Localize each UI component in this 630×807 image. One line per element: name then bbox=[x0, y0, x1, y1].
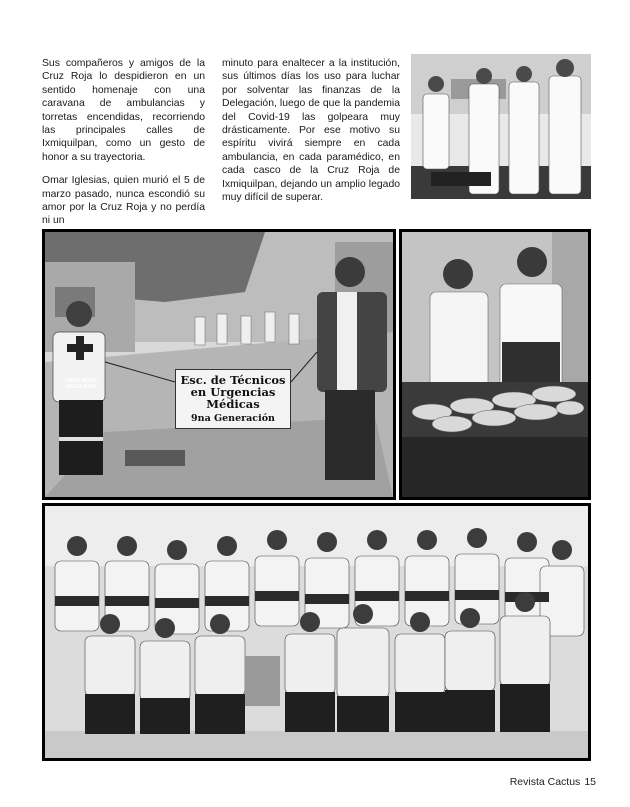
paragraph: Omar Iglesias, quien murió el 5 de marzo pasado, nunca escondió su amor por la Cruz Roja y no perdía ni un bbox=[42, 175, 205, 227]
article-column-1 bbox=[42, 57, 205, 238]
banner-line: 9na Generación bbox=[191, 413, 275, 424]
photo-officials bbox=[411, 54, 591, 199]
banner-line: Médicas bbox=[206, 397, 260, 411]
magazine-name: Revista Cactus bbox=[509, 776, 581, 788]
photo-speech bbox=[399, 229, 591, 500]
page-footer bbox=[510, 776, 596, 788]
article-column-2 bbox=[222, 57, 400, 214]
vest-label: CRUZ ROJA MEXICANA bbox=[64, 378, 98, 390]
page-number: 15 bbox=[584, 776, 596, 788]
paragraph: minuto para enaltecer a la institución, sus últimos días los uso para luchar por solventar las finanzas de la Delegación, luego de que la pandemia del Covid-19 las golpeara muy drásticamente. Por ese motivo su espíritu vivirá siempre en cada ambulancia, en cada paramédico, en cada casco de la Cruz Roja de Ixmiquilpan, dejando un amplio legado muy difícil de superar. bbox=[222, 58, 400, 204]
photo-parade bbox=[42, 229, 396, 500]
parade-banner bbox=[175, 369, 291, 429]
photo-group bbox=[42, 503, 591, 761]
paragraph: Sus compañeros y amigos de la Cruz Roja lo despidieron en un sentido homenaje con una caravana de ambulancias y torretas encendidas, recorriendo las principales calles de Ixmiquilpan, como un gesto de honor a su trayectoria. bbox=[42, 58, 205, 163]
banner-line: Esc. de Técnicos bbox=[180, 373, 286, 387]
banner-line: en Urgencias bbox=[190, 385, 276, 399]
